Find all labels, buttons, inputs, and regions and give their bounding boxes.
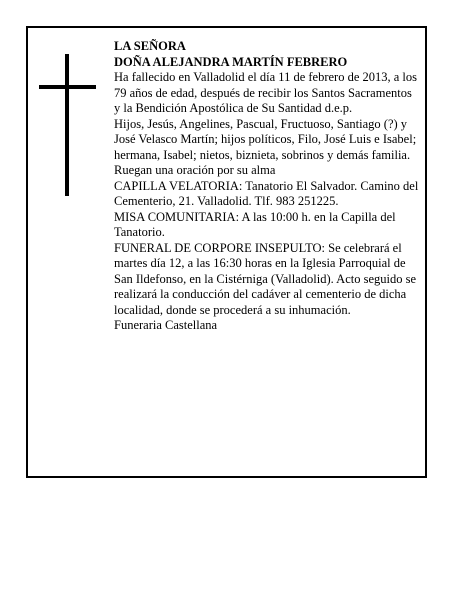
- prayer-request: Ruegan una oración por su alma: [114, 163, 276, 177]
- cross-icon-bar: [39, 85, 96, 89]
- cross-icon: [65, 54, 69, 196]
- death-announcement: Ha fallecido en Valladolid el día 11 de febrero de 2013, a los 79 años de edad, después de recibir los Santos Sacramentos y la Bendición Apostólica de Su Santidad d.e.p.: [114, 70, 418, 115]
- family-list: Hijos, Jesús, Angelines, Pascual, Fructuoso, Santiago (?) y José Velasco Martín; hijos políticos, Filo, José Luis e Isabel; hermana, Isabel; nietos, biznieta, sobrinos y demás familia.: [114, 116, 417, 162]
- deceased-name: DOÑA ALEJANDRA MARTÍN FEBRERO: [114, 54, 348, 69]
- funeral-home: Funeraria Castellana: [114, 318, 218, 332]
- wake-info: CAPILLA VELATORIA: Tanatorio El Salvador. Camino del Cementerio, 21. Valladolid. Tlf. 983 251225.: [114, 178, 419, 208]
- obituary-text: [114, 39, 420, 334]
- funeral-info: FUNERAL DE CORPORE INSEPULTO: Se celebrará el martes día 12, a las 16:30 horas en la Iglesia Parroquial de San Ildefonso, en la Cistérniga (Valladolid). Acto seguido se realizará la conducción del cadáver al cementerio de dicha localidad, donde se procederá a su inhumación.: [114, 240, 417, 317]
- mass-info: MISA COMUNITARIA: A las 10:00 h. en la Capilla del Tanatorio.: [114, 209, 396, 239]
- title: LA SEÑORA: [114, 39, 186, 53]
